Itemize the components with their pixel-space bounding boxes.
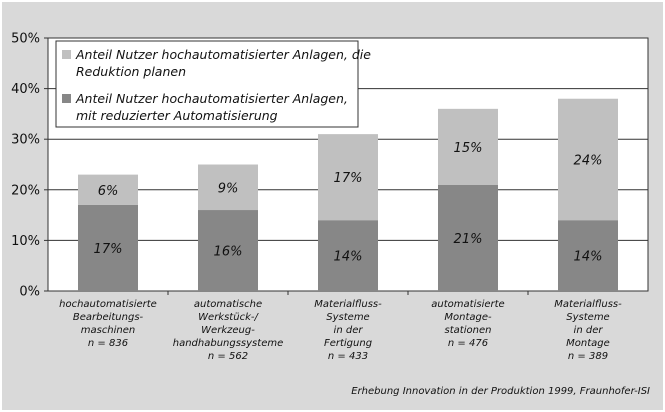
data-label: 24%: [573, 153, 603, 169]
y-tick-label: 0%: [19, 284, 40, 300]
y-tick-label: 30%: [11, 132, 40, 148]
data-label: 14%: [333, 249, 363, 265]
data-label: 9%: [217, 181, 239, 197]
y-tick-label: 20%: [11, 183, 40, 199]
legend-entry: Anteil Nutzer hochautomatisierter Anlagen, die Reduktion planen: [76, 47, 371, 79]
x-tick-label: automatische Werkstück-/ Werkzeug-handhabungssysteme n = 562: [172, 299, 284, 362]
y-tick-label: 40%: [11, 82, 40, 98]
data-label: 17%: [333, 171, 363, 187]
legend: [56, 41, 371, 127]
x-tick-label: Materialfluss-Systeme in der Montage n = 389: [554, 299, 622, 362]
data-label: 14%: [573, 249, 603, 265]
data-label: 15%: [453, 140, 483, 156]
legend-swatch: [62, 94, 71, 103]
source-note: Erhebung Innovation in der Produktion 1999, Fraunhofer-ISI: [351, 386, 650, 397]
data-label: 6%: [97, 183, 119, 199]
legend-swatch: [62, 50, 71, 59]
data-label: 16%: [213, 244, 243, 260]
data-label: 21%: [453, 231, 483, 247]
y-tick-label: 50%: [11, 31, 40, 47]
legend-entry: Anteil Nutzer hochautomatisierter Anlagen, mit reduzierter Automatisierung: [76, 91, 348, 123]
x-tick-label: Materialfluss-Systeme in der Fertigung n = 433: [314, 299, 382, 362]
x-tick-label: automatisierte Montage-stationen n = 476: [431, 299, 505, 349]
x-tick-label: hochautomatisierte Bearbeitungs-maschinen n = 836: [59, 299, 157, 349]
data-label: 17%: [93, 241, 123, 257]
y-tick-label: 10%: [11, 233, 40, 249]
